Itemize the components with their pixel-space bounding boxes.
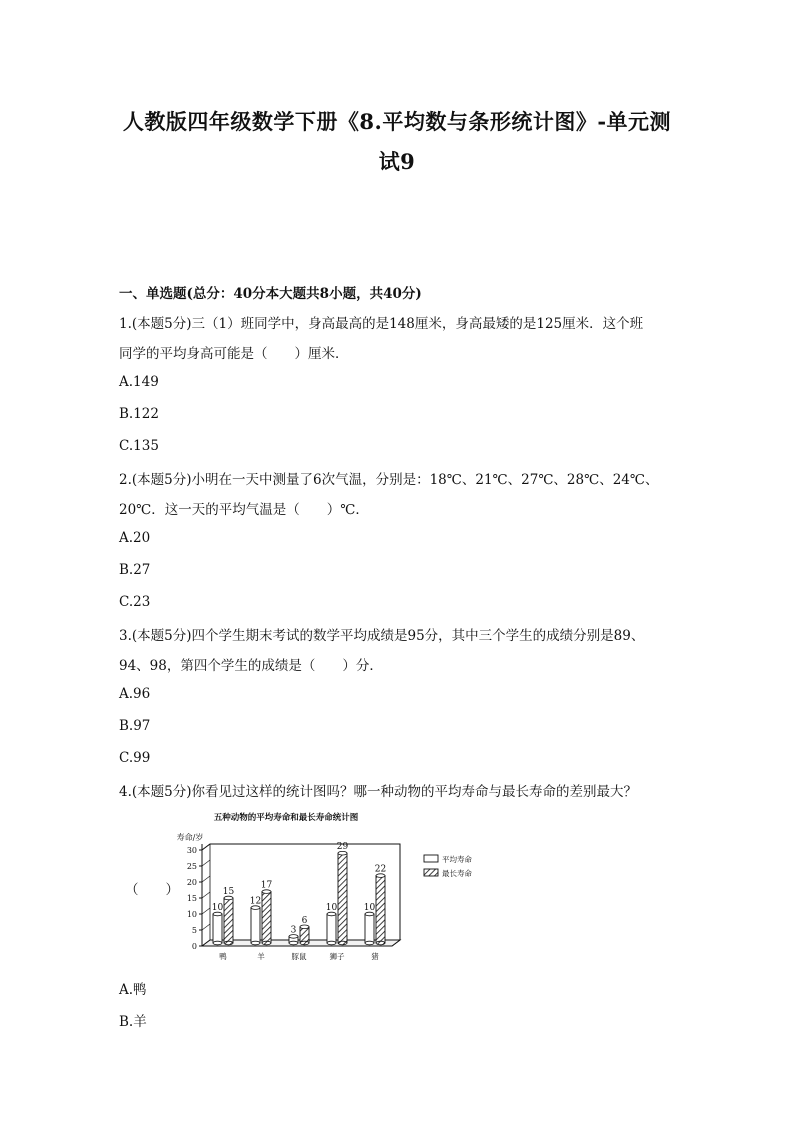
y-tick-label: 30 [186,846,197,855]
y-gridline [202,844,210,850]
document-title-line1: 人教版四年级数学下册《8.平均数与条形统计图》-单元测 [122,109,672,134]
bar-value-label: 6 [301,915,308,926]
category-label: 羊 [257,952,265,961]
q4-text-line1: 4.(本题5分)你看见过这样的统计图吗？哪一种动物的平均寿命与最长寿命的差别最大？ [119,784,638,800]
q3-text-line2: 94、98，第四个学生的成绩是（ ）分． [119,658,383,674]
bar-bottom-cap [224,941,233,945]
bar-value-label: 10 [325,903,338,913]
q4-option-b[interactable]: B.羊 [119,1014,147,1030]
bar-average [213,914,222,943]
lifespan-bar-chart [168,808,498,968]
q1-option-c[interactable]: C.135 [119,438,159,454]
q2-option-a[interactable]: A.20 [119,530,151,546]
q1-option-a[interactable]: A.149 [119,374,159,390]
chart-title: 五种动物的平均寿命和最长寿命统计图 [213,813,359,823]
chart-bars [212,842,386,945]
chart-legend [424,854,472,878]
bar-value-label: 3 [290,925,297,936]
category-label: 猪 [371,952,379,961]
bar-max [224,898,233,943]
bar-max [376,876,385,943]
q2-text-line1: 2.(本题5分)小明在一天中测量了6次气温，分别是：18℃、21℃、27℃、28℃、24℃、 [119,472,659,488]
bar-max [338,853,347,943]
y-tick-label: 0 [191,942,197,951]
chart-y-axis-label: 寿命/岁 [176,833,204,842]
bar-max [262,892,271,943]
section-heading: 一、单选题(总分：40分本大题共8小题，共40分) [119,286,422,302]
y-gridline [202,924,210,930]
document-title-line2: 试9 [378,149,416,174]
bar-value-label: 12 [249,896,262,907]
y-gridline [202,892,210,898]
bar-bottom-cap [262,941,271,945]
bar-bottom-cap [365,941,374,945]
q2-text-line2: 20℃．这一天的平均气温是（ ）℃． [119,502,369,518]
q3-option-c[interactable]: C.99 [119,750,151,766]
bar-value-label: 15 [222,887,235,897]
q2-option-c[interactable]: C.23 [119,594,151,610]
q1-text-line2: 同学的平均身高可能是（ ）厘米． [119,346,349,362]
bar-bottom-cap [327,941,336,945]
y-tick-label: 10 [186,910,197,919]
q3-option-a[interactable]: A.96 [119,686,151,702]
q1-text-line1: 1.(本题5分)三（1）班同学中，身高最高的是148厘米，身高最矮的是125厘米．这个班 [119,316,644,332]
legend-label: 平均寿命 [442,855,472,864]
y-tick-label: 25 [186,862,197,871]
q4-answer-blank: （ ） [125,882,179,898]
chart-y-ticks [187,844,210,951]
bar-value-label: 10 [363,903,376,913]
y-gridline [202,908,210,914]
q2-option-b[interactable]: B.27 [119,562,151,578]
bar-bottom-cap [338,941,347,945]
q4-option-a[interactable]: A.鸭 [119,982,147,998]
y-tick-label: 20 [186,878,197,887]
bar-bottom-cap [213,941,222,945]
bar-value-label: 29 [336,842,349,853]
y-gridline [202,876,210,882]
bar-value-label: 17 [260,880,273,891]
bar-average [251,908,260,943]
q3-text-line1: 3.(本题5分)四个学生期末考试的数学平均成绩是95分，其中三个学生的成绩分别是89、 [119,628,645,644]
q3-option-b[interactable]: B.97 [119,718,151,734]
category-label: 狮子 [329,952,345,961]
bar-value-label: 22 [374,864,387,875]
category-label: 豚鼠 [291,952,307,961]
chart-categories [219,951,379,961]
y-tick-label: 5 [191,926,197,935]
legend-label: 最长寿命 [442,869,472,878]
bar-bottom-cap [300,941,309,945]
y-tick-label: 15 [186,894,197,903]
q1-option-b[interactable]: B.122 [119,406,159,422]
bar-bottom-cap [289,941,298,945]
bar-max [300,927,309,943]
bar-bottom-cap [251,941,260,945]
category-label: 鸭 [219,952,227,961]
y-gridline [202,860,210,866]
legend-swatch-average [424,855,438,862]
bar-bottom-cap [376,941,385,945]
bar-value-label: 10 [211,903,224,913]
bar-average [365,914,374,943]
legend-swatch-max [424,869,438,876]
bar-average [327,914,336,943]
